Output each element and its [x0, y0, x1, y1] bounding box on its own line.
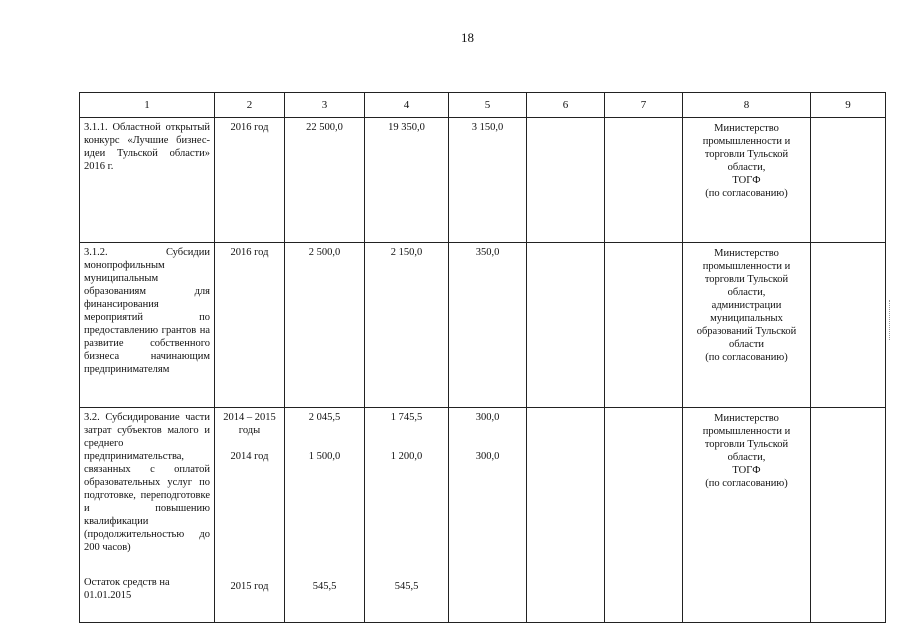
row-total: 22 500,0	[285, 118, 365, 243]
executor-line: Министерство	[714, 248, 779, 259]
row-regional	[449, 408, 527, 623]
executor-line: (по согласованию)	[705, 478, 788, 489]
row-description: 3.1.1. Областной открытый конкурс «Лучшие бизнес-идеи Тульской области» 2016 г.	[80, 118, 215, 243]
row-col7	[605, 408, 683, 623]
executor-line: муниципальных	[710, 313, 783, 324]
row-col6	[527, 408, 605, 623]
row-col9	[811, 408, 886, 623]
row-description: 3.1.2. Субсидии монопрофильным муниципальным образованиям для финансирования мероприятий по предоставлению грантов на развитие собственного бизнеса начинающим предпринимателям	[80, 243, 215, 408]
row-executor	[683, 408, 811, 623]
header-cell-2: 2	[215, 93, 285, 118]
executor-line: (по согласованию)	[705, 188, 788, 199]
federal-c: 545,5	[394, 581, 419, 592]
row-federal	[365, 408, 449, 623]
row-period	[215, 408, 285, 623]
row-executor	[683, 243, 811, 408]
page-number: 18	[461, 30, 474, 45]
regional-a: 300,0	[475, 412, 500, 423]
federal-b: 1 200,0	[390, 451, 423, 462]
executor-line: области,	[727, 162, 766, 173]
executor-line: области	[728, 339, 765, 350]
scan-margin-mark	[889, 300, 891, 340]
executor-line: промышленности и	[702, 136, 791, 147]
header-cell-1: 1	[80, 93, 215, 118]
executor-line: области,	[727, 452, 766, 463]
row-description	[80, 408, 215, 623]
row-regional: 350,0	[449, 243, 527, 408]
row-col6	[527, 118, 605, 243]
header-cell-9: 9	[811, 93, 886, 118]
row-total: 2 500,0	[285, 243, 365, 408]
executor-line: образований Тульской	[696, 326, 797, 337]
row-col9	[811, 243, 886, 408]
header-cell-8: 8	[683, 93, 811, 118]
period-b: 2014 год	[230, 451, 269, 462]
total-b: 1 500,0	[308, 451, 341, 462]
row-col7	[605, 243, 683, 408]
period-c: 2015 год	[230, 581, 269, 592]
header-cell-6: 6	[527, 93, 605, 118]
executor-line: области,	[727, 287, 766, 298]
executor-line: ТОГФ	[732, 465, 761, 476]
executor-line: администрации	[711, 300, 782, 311]
executor-line: торговли Тульской	[704, 149, 789, 160]
header-cell-4: 4	[365, 93, 449, 118]
executor-line: Министерство	[714, 413, 779, 424]
executor-line: торговли Тульской	[704, 439, 789, 450]
program-table	[79, 92, 886, 623]
table-row	[80, 408, 886, 623]
table-row	[80, 118, 886, 243]
header-cell-5: 5	[449, 93, 527, 118]
federal-a: 1 745,5	[390, 412, 423, 423]
row-period: 2016 год	[215, 243, 285, 408]
executor-line: торговли Тульской	[704, 274, 789, 285]
executor-line: промышленности и	[702, 426, 791, 437]
row-regional: 3 150,0	[449, 118, 527, 243]
row-col6	[527, 243, 605, 408]
executor-line: (по согласованию)	[705, 352, 788, 363]
header-cell-3: 3	[285, 93, 365, 118]
table-row	[80, 243, 886, 408]
regional-b: 300,0	[475, 451, 500, 462]
header-cell-7: 7	[605, 93, 683, 118]
row-federal: 2 150,0	[365, 243, 449, 408]
executor-line: ТОГФ	[732, 175, 761, 186]
total-a: 2 045,5	[308, 412, 341, 423]
row-description-extra: Остаток средств на 01.01.2015	[84, 577, 170, 601]
table-header-row	[80, 93, 886, 118]
executor-line: Министерство	[714, 123, 779, 134]
row-total	[285, 408, 365, 623]
row-description-text: 3.2. Субсидирование части затрат субъектов малого и среднего предпринимательства, связанных с оплатой образовательных услуг по подготовке, переподготовке и повышению квалификации (продолжительностью до 200 часов)	[84, 412, 210, 553]
row-period: 2016 год	[215, 118, 285, 243]
row-col9	[811, 118, 886, 243]
row-executor	[683, 118, 811, 243]
row-federal: 19 350,0	[365, 118, 449, 243]
executor-line: промышленности и	[702, 261, 791, 272]
total-c: 545,5	[312, 581, 337, 592]
period-a: 2014 – 2015 годы	[223, 412, 276, 436]
row-col7	[605, 118, 683, 243]
